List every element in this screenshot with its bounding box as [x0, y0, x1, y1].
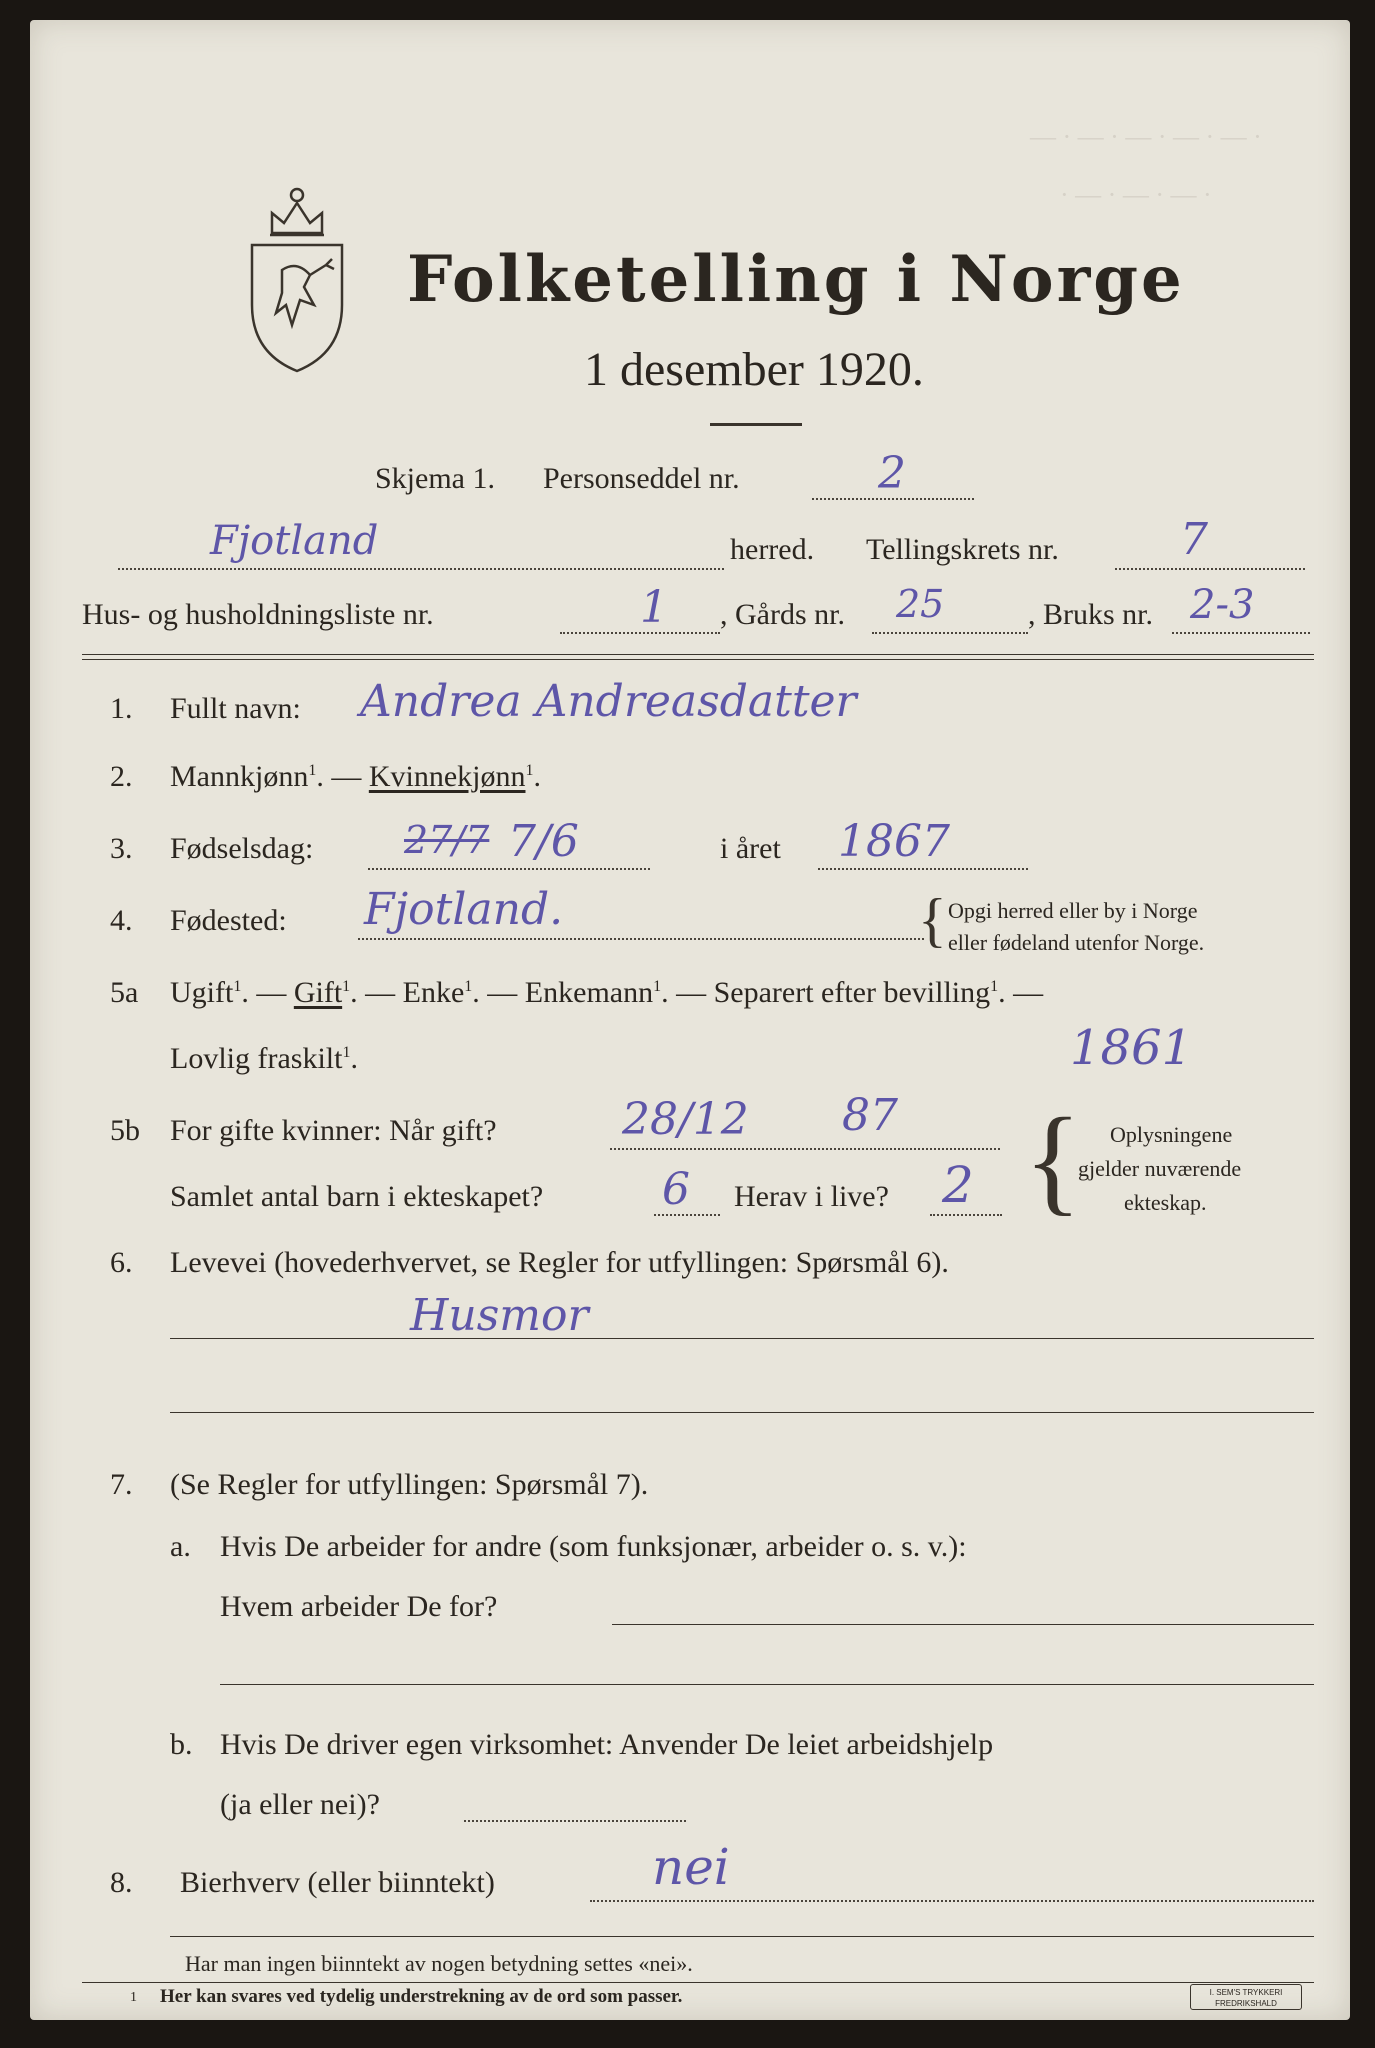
gards-value[interactable]: 25 — [896, 582, 945, 626]
q8-answer-line — [590, 1900, 1314, 1902]
personseddel-value[interactable]: 2 — [878, 448, 906, 499]
q1-number: 1. — [110, 692, 133, 725]
q5b-date-year-value[interactable]: 87 — [842, 1090, 898, 1141]
footnote-text: Her kan svares ved tydelig understrekning av de ord som passer. — [160, 1986, 683, 2007]
q5a-ugift-option[interactable]: Ugift — [170, 976, 234, 1009]
footnote-mark: 1 — [130, 1990, 137, 2005]
q5a-gift-option[interactable]: Gift — [293, 976, 343, 1009]
q4-birthplace-value[interactable]: Fjotland. — [364, 884, 564, 935]
q2-gender-options: Mannkjønn$^1$. — Kvinnekjønn$^1$. — [170, 760, 541, 793]
q5b-date-day-value[interactable]: 28/12 — [622, 1094, 749, 1145]
q4-label: Fødested: — [170, 904, 287, 937]
q4-note-line1: Opgi herred eller by i Norge — [948, 898, 1198, 923]
q5b-note-line2: gjelder nuværende — [1078, 1156, 1242, 1181]
q7b-number: b. — [170, 1728, 193, 1761]
q3-date-line — [368, 868, 650, 870]
q2-female-option[interactable]: Kvinnekjønn — [368, 760, 526, 793]
q5b-number: 5b — [110, 1114, 140, 1147]
q1-full-name-value[interactable]: Andrea Andreasdatter — [360, 676, 857, 727]
hus-label: Hus- og husholdningsliste nr. — [82, 598, 434, 631]
q7a-label: Hvis De arbeider for andre (som funksjonær, arbeider o. s. v.): — [220, 1530, 967, 1563]
tellingskrets-value[interactable]: 7 — [1180, 514, 1208, 565]
q3-label: Fødselsdag: — [170, 832, 314, 865]
bruks-value[interactable]: 2-3 — [1190, 582, 1255, 628]
q5b-note-line3: ekteskap. — [1124, 1190, 1207, 1215]
q7a-number: a. — [170, 1530, 191, 1563]
q6-answer-line2 — [170, 1412, 1314, 1413]
coat-of-arms-icon — [242, 175, 352, 380]
schema-label: Skjema 1. — [375, 462, 495, 495]
q4-place-line — [358, 938, 924, 940]
q5b-samlet-value[interactable]: 6 — [662, 1164, 690, 1215]
form-title: Folketelling i Norge — [407, 242, 1185, 317]
form-date: 1 desember 1920. — [584, 343, 924, 396]
q7-label: (Se Regler for utfyllingen: Spørsmål 7). — [170, 1468, 649, 1501]
gards-label: , Gårds nr. — [720, 598, 845, 631]
personseddel-label: Personseddel nr. — [543, 462, 740, 495]
herred-label: herred. — [730, 533, 815, 566]
q8-side-income-value[interactable]: nei — [652, 1838, 730, 1896]
q7b-label: Hvis De driver egen virksomhet: Anvender De leiet arbeidshjelp — [220, 1728, 994, 1761]
q4-note-brace: { — [918, 887, 947, 953]
tellingskrets-label: Tellingskrets nr. — [866, 533, 1059, 566]
footer-rule-top — [170, 1936, 1314, 1937]
q2-number: 2. — [110, 760, 133, 793]
herred-value[interactable]: Fjotland — [210, 518, 379, 564]
gards-line — [872, 632, 1028, 634]
q8-number: 8. — [110, 1866, 133, 1899]
printer-stamp-line2: FREDRIKSHALD — [1215, 1999, 1277, 2008]
q2-male-option[interactable]: Mannkjønn — [170, 760, 309, 793]
header-rule-top — [82, 654, 1314, 655]
q5a-number: 5a — [110, 976, 139, 1009]
census-form-sheet: — · — · — · — · — · · — · — · — · Folketelling i Norge 1 desember 1920. Skjema 1. Personseddel nr. 2 Fjotland herred. Tellingskrets nr. 7 Hus- og husholdningsliste nr. 1 , Gårds nr. 25 , Bruks nr. 2-3 1. Fullt navn: Andrea Andreasdatter 2. Mannkjønn$^1$. — Kvinnekjønn$^1$. 3. Fødselsdag: 27/7 7/6 i året 1867 4. Fødested: Fjotland. { Opgi herred eller by i Norge eller fødeland utenfor Norge. 5a Ugift$^1$. — Gift$^1$. — Enke$^1$. — Enkemann$^1$. — Separert efter bevilling$^1$. — Lovlig fraskilt$^1$. 1861 5b For gifte kvinner: Når gift? 28/12 87 Samlet antal barn i ekteskapet? 6 Herav i live? 2 { Oplysningene gjelder nuværende ekteskap. 6. Levevei (hovederhvervet, se Regler for utfyllingen: Spørsmål 6). Husmor 7. (Se Regler for utfyllingen: Spørsmål 7). a. Hvis De arbeider for andre (som funksjonær, arbeider o. s. v.): Hvem arbeider De for? b. Hvis De driver egen virksomhet: Anvender De leiet arbeidshjelp (ja eller nei)? 8. Bierhverv (eller biinntekt) nei Har man ingen biinntekt av nogen betydning settes «nei». 1 Her kan svares ved tydelig understrekning av de ord som passer. I. SEM'S TRYKKERI FREDRIKSHALD — [30, 20, 1350, 2020]
q3-year-label: i året — [720, 832, 781, 865]
q7-number: 7. — [110, 1468, 133, 1501]
q5a-separert-option[interactable]: Separert efter bevilling — [713, 976, 991, 1009]
q4-number: 4. — [110, 904, 133, 937]
q7b-sub-label: (ja eller nei)? — [220, 1788, 380, 1821]
printer-stamp — [1190, 1984, 1302, 2010]
q5a-margin-note: 1861 — [1070, 1020, 1193, 1076]
q5b-note-brace: { — [1024, 1093, 1082, 1226]
q5b-note-line1: Oplysningene — [1110, 1122, 1233, 1147]
q5b-herav-value[interactable]: 2 — [942, 1156, 974, 1214]
q3-year-value[interactable]: 1867 — [838, 816, 950, 867]
herred-line — [118, 568, 724, 570]
footer-rule-bottom — [82, 1982, 1314, 1983]
title-divider — [710, 423, 802, 426]
q5b-date-line — [610, 1148, 1000, 1150]
q5a-enke-option[interactable]: Enke — [402, 976, 465, 1009]
q5b-herav-label: Herav i live? — [734, 1180, 889, 1213]
q5b-samlet-label: Samlet antal barn i ekteskapet? — [170, 1180, 544, 1213]
bruks-line — [1172, 632, 1310, 634]
hus-value[interactable]: 1 — [640, 582, 668, 633]
tellingskrets-line — [1115, 568, 1305, 570]
q7a-answer-line[interactable] — [612, 1624, 1314, 1625]
q7b-answer-line[interactable] — [464, 1820, 686, 1822]
q1-label: Fullt navn: — [170, 692, 301, 725]
q5a-enkemann-option[interactable]: Enkemann — [524, 976, 654, 1009]
footer-note: Har man ingen biinntekt av nogen betydning settes «nei». — [185, 1951, 693, 1976]
q5b-label: For gifte kvinner: Når gift? — [170, 1114, 497, 1147]
q3-struck-value: 27/7 — [404, 818, 490, 862]
q6-label: Levevei (hovederhvervet, se Regler for utfyllingen: Spørsmål 6). — [170, 1246, 949, 1279]
q5a-lovlig-option[interactable]: Lovlig fraskilt$^1$. — [170, 1042, 358, 1075]
q5a-marital-options: Ugift$^1$. — Gift$^1$. — Enke$^1$. — Enkemann$^1$. — Separert efter bevilling$^1$. — — [170, 976, 1044, 1009]
q6-occupation-value[interactable]: Husmor — [410, 1290, 589, 1341]
q4-note-line2: eller fødeland utenfor Norge. — [948, 930, 1205, 955]
q8-label: Bierhverv (eller biinntekt) — [180, 1866, 495, 1899]
q6-answer-line1 — [170, 1338, 1314, 1339]
q7a-answer-line2 — [220, 1684, 1314, 1685]
printer-stamp-line1: I. SEM'S TRYKKERI — [1209, 1988, 1283, 1997]
q6-number: 6. — [110, 1246, 133, 1279]
q3-birthdate-value[interactable]: 7/6 — [508, 816, 579, 867]
q3-number: 3. — [110, 832, 133, 865]
q5b-herav-line — [930, 1214, 1002, 1216]
header-rule-bottom — [82, 659, 1314, 660]
q3-year-line — [818, 868, 1028, 870]
q7a-sub-label: Hvem arbeider De for? — [220, 1590, 498, 1623]
bruks-label: , Bruks nr. — [1028, 598, 1154, 631]
